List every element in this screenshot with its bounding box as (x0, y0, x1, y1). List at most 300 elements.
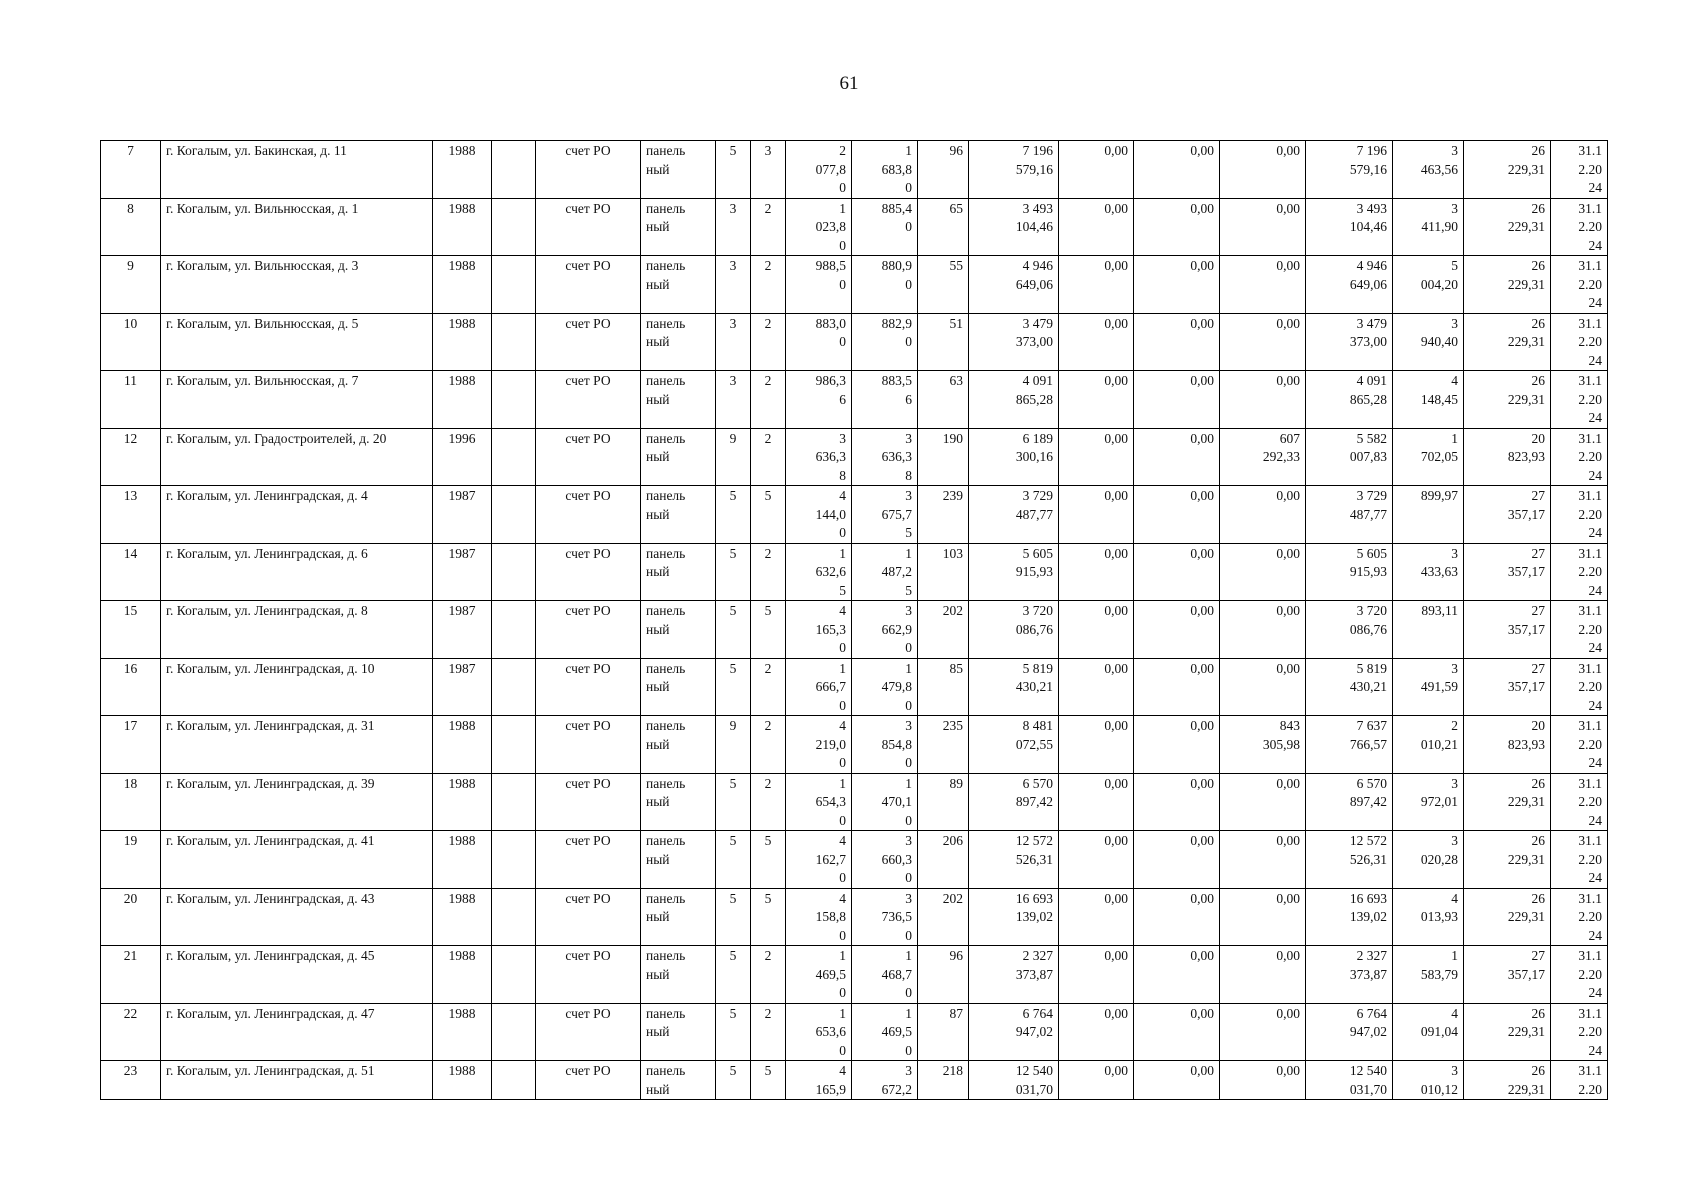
cost-cell: 0,00 (1134, 658, 1220, 716)
cell-line: ный (646, 334, 670, 349)
cell-line: 3 (905, 1063, 912, 1078)
cell-line: 3 (1451, 660, 1458, 676)
cell-line: ный (646, 161, 670, 177)
cell-line: 3 (1451, 315, 1458, 331)
cell-line: 3 (1451, 545, 1458, 561)
cell-line: 883,5 (881, 373, 912, 388)
cell-line: 26 (1531, 143, 1545, 158)
cell-line: 823,93 (1507, 449, 1545, 464)
cell-line: 0 (839, 525, 846, 540)
entrances-cell: 5 (751, 486, 786, 544)
wall-material-cell (641, 831, 716, 889)
wall-material-cell (641, 371, 716, 429)
year-cell: 1988 (433, 946, 492, 1004)
cell-line: 0 (905, 219, 912, 234)
residents-cell: 85 (918, 658, 969, 716)
year-cell: 1987 (433, 658, 492, 716)
cell-line: ный (646, 506, 670, 522)
cell-line: ный (646, 966, 670, 982)
cell-line: ный (646, 736, 670, 752)
cell-line: 463,56 (1420, 161, 1458, 177)
cell-line: ный (646, 564, 670, 579)
cost-cell: 0,00 (1134, 313, 1220, 371)
cell-line: 2.20 (1578, 276, 1602, 292)
cell-line: 468,7 (881, 966, 912, 982)
cost-cell (1306, 486, 1393, 544)
cell-line: 31.1 (1578, 890, 1602, 906)
cost-cell (1306, 543, 1393, 601)
table-row (101, 716, 1608, 774)
cell-line: 885,4 (881, 200, 912, 216)
fund-method-cell: счет РО (536, 888, 641, 946)
cell-line: 357,17 (1507, 679, 1545, 694)
cost-cell: 0,00 (1134, 486, 1220, 544)
empty-cell (492, 1061, 536, 1100)
cell-line: 2.20 (1578, 851, 1602, 867)
cell-line: 12 540 (1015, 1063, 1053, 1078)
cell-line: 27 (1531, 603, 1545, 618)
cost-cell: 0,00 (1134, 716, 1220, 774)
cell-line: 12 572 (1349, 833, 1387, 848)
cell-line: 487,77 (1015, 506, 1053, 522)
completion-date-cell (1551, 601, 1608, 659)
empty-cell (492, 371, 536, 429)
cell-line: 31.1 (1578, 200, 1602, 216)
cell-line: 5 605 (1356, 545, 1387, 561)
living-area-cell (852, 831, 918, 889)
cell-line: 077,8 (815, 161, 846, 177)
cell-line: 24 (1588, 870, 1602, 885)
total-area-cell (786, 428, 852, 486)
completion-date-cell (1551, 543, 1608, 601)
total-cost-cell (969, 888, 1059, 946)
cell-line: 632,6 (815, 564, 846, 579)
fund-method-cell: счет РО (536, 1061, 641, 1100)
year-cell: 1987 (433, 543, 492, 601)
cell-line: 2 327 (1022, 948, 1053, 963)
empty-cell (492, 486, 536, 544)
cell-line: ный (646, 1024, 670, 1039)
cell-line: 165,3 (815, 621, 846, 637)
cell-line: 0 (839, 927, 846, 943)
year-cell: 1988 (433, 888, 492, 946)
cost-cell: 0,00 (1134, 543, 1220, 601)
cell-line: 5 582 (1356, 430, 1387, 446)
table-row (101, 543, 1608, 601)
cell-line: 24 (1588, 640, 1602, 655)
cost-cell: 0,00 (1220, 486, 1306, 544)
cost-cell: 0,00 (1134, 371, 1220, 429)
total-area-cell (786, 946, 852, 1004)
cell-line: 0 (905, 870, 912, 885)
table-row (101, 313, 1608, 371)
cost-per-sqm-cell (1393, 658, 1464, 716)
cost-cell: 0,00 (1059, 371, 1134, 429)
cell-line: 8 (905, 467, 912, 483)
cell-line: 292,33 (1262, 449, 1300, 464)
wall-material-cell (641, 1003, 716, 1061)
cell-line: 3 729 (1022, 488, 1053, 503)
cell-line: 31.1 (1578, 1063, 1602, 1078)
residents-cell: 96 (918, 946, 969, 1004)
total-area-cell (786, 658, 852, 716)
cell-line: 3 (1451, 143, 1458, 158)
wall-material-cell (641, 256, 716, 314)
cost-per-sqm-cell (1393, 1003, 1464, 1061)
cell-line: 666,7 (815, 679, 846, 694)
cell-line: 31.1 (1578, 315, 1602, 331)
cost-cell (1306, 888, 1393, 946)
cost-cell: 0,00 (1220, 371, 1306, 429)
floors-cell: 5 (716, 141, 751, 199)
cell-line: 1 (839, 545, 846, 561)
cell-line: 865,28 (1015, 391, 1053, 407)
total-area-cell (786, 198, 852, 256)
cell-line: 2.20 (1578, 334, 1602, 349)
cell-line: 1 (839, 660, 846, 676)
cost-per-sqm-cell (1393, 946, 1464, 1004)
cell-line: 2.20 (1578, 564, 1602, 579)
cell-line: 823,93 (1507, 736, 1545, 752)
address-cell: г. Когалым, ул. Вильнюсская, д. 7 (161, 371, 433, 429)
cell-line: 3 729 (1356, 488, 1387, 503)
cell-line: 31.1 (1578, 775, 1602, 791)
cell-line: 4 946 (1356, 258, 1387, 273)
total-area-cell (786, 831, 852, 889)
total-cost-cell (969, 716, 1059, 774)
fund-method-cell: счет РО (536, 773, 641, 831)
cell-line: 0 (905, 334, 912, 349)
row-number-cell: 21 (101, 946, 161, 1004)
living-area-cell (852, 601, 918, 659)
cost-cell (1306, 371, 1393, 429)
cell-line: 26 (1531, 775, 1545, 791)
living-area-cell (852, 716, 918, 774)
cell-line: 373,87 (1015, 966, 1053, 982)
residents-cell: 202 (918, 888, 969, 946)
cell-line: 5 (1451, 258, 1458, 273)
residents-cell: 65 (918, 198, 969, 256)
residents-cell: 235 (918, 716, 969, 774)
cell-line: 2.20 (1578, 219, 1602, 234)
limit-cost-cell (1464, 1061, 1551, 1100)
cell-line: 373,00 (1349, 334, 1387, 349)
residents-cell: 103 (918, 543, 969, 601)
floors-cell: 3 (716, 313, 751, 371)
cell-line: 0 (839, 1042, 846, 1058)
living-area-cell (852, 946, 918, 1004)
row-number-cell: 17 (101, 716, 161, 774)
cost-per-sqm-cell (1393, 773, 1464, 831)
floors-cell: 5 (716, 1061, 751, 1100)
registry-body (101, 141, 1608, 1100)
entrances-cell: 5 (751, 601, 786, 659)
limit-cost-cell (1464, 888, 1551, 946)
cost-per-sqm-cell (1393, 371, 1464, 429)
living-area-cell (852, 198, 918, 256)
cell-line: панель (646, 660, 686, 676)
cell-line: 148,45 (1420, 391, 1458, 407)
cell-line: 31.1 (1578, 833, 1602, 848)
cell-line: 373,87 (1349, 966, 1387, 982)
cell-line: 020,28 (1420, 851, 1458, 867)
floors-cell: 5 (716, 543, 751, 601)
cell-line: 6 (839, 391, 846, 407)
living-area-cell (852, 256, 918, 314)
cell-line: панель (646, 315, 686, 331)
cell-line: 300,16 (1015, 449, 1053, 464)
cost-per-sqm-cell (1393, 141, 1464, 199)
cell-line: 947,02 (1015, 1024, 1053, 1039)
cell-line: 0 (905, 927, 912, 943)
row-number-cell: 11 (101, 371, 161, 429)
cell-line: 3 493 (1022, 200, 1053, 216)
cell-line: 607 (1279, 430, 1300, 446)
cell-line: 1 (905, 660, 912, 676)
cell-line: ный (646, 679, 670, 694)
cell-line: 5 819 (1022, 660, 1053, 676)
cell-line: 31.1 (1578, 545, 1602, 561)
cost-cell: 0,00 (1059, 428, 1134, 486)
cell-line: 3 (1451, 200, 1458, 216)
cost-cell (1306, 1061, 1393, 1100)
cost-cell (1306, 313, 1393, 371)
residents-cell: 202 (918, 601, 969, 659)
cost-cell (1306, 428, 1393, 486)
cell-line: 0 (905, 697, 912, 713)
cell-line: 2.20 (1578, 161, 1602, 177)
cost-per-sqm-cell (1393, 543, 1464, 601)
cell-line: 24 (1588, 927, 1602, 943)
cost-cell (1306, 831, 1393, 889)
cost-per-sqm-cell (1393, 428, 1464, 486)
cell-line: 26 (1531, 315, 1545, 331)
cell-line: 470,1 (881, 794, 912, 809)
cell-line: 469,5 (815, 966, 846, 982)
cell-line: 1 (1451, 948, 1458, 963)
floors-cell: 5 (716, 888, 751, 946)
wall-material-cell (641, 716, 716, 774)
cell-line: 219,0 (815, 736, 846, 752)
row-number-cell: 9 (101, 256, 161, 314)
cost-cell: 0,00 (1134, 888, 1220, 946)
cell-line: 3 (905, 890, 912, 906)
cell-line: 091,04 (1420, 1024, 1458, 1039)
completion-date-cell (1551, 716, 1608, 774)
year-cell: 1988 (433, 1061, 492, 1100)
cell-line: 0 (905, 755, 912, 770)
completion-date-cell (1551, 486, 1608, 544)
wall-material-cell (641, 313, 716, 371)
total-area-cell (786, 773, 852, 831)
cell-line: 31.1 (1578, 718, 1602, 733)
cost-cell: 0,00 (1059, 1003, 1134, 1061)
residents-cell: 55 (918, 256, 969, 314)
cell-line: панель (646, 1005, 686, 1021)
completion-date-cell (1551, 1003, 1608, 1061)
row-number-cell: 14 (101, 543, 161, 601)
floors-cell: 9 (716, 428, 751, 486)
cell-line: 072,55 (1015, 736, 1053, 752)
cell-line: 893,11 (1421, 603, 1458, 618)
cell-line: 0 (839, 640, 846, 655)
cell-line: 579,16 (1349, 161, 1387, 177)
cell-line: 915,93 (1015, 564, 1053, 579)
cell-line: 013,93 (1420, 909, 1458, 924)
cell-line: 229,31 (1507, 794, 1545, 809)
cost-per-sqm-cell (1393, 601, 1464, 659)
cell-line: ный (646, 219, 670, 234)
completion-date-cell (1551, 198, 1608, 256)
completion-date-cell (1551, 141, 1608, 199)
cell-line: 0 (839, 180, 846, 195)
cost-cell: 0,00 (1059, 313, 1134, 371)
row-number-cell: 20 (101, 888, 161, 946)
address-cell: г. Когалым, ул. Ленинградская, д. 47 (161, 1003, 433, 1061)
cell-line: панель (646, 948, 686, 963)
cell-line: 6 570 (1022, 775, 1053, 791)
fund-method-cell: счет РО (536, 198, 641, 256)
cell-line: 5 (905, 582, 912, 598)
fund-method-cell: счет РО (536, 658, 641, 716)
total-cost-cell (969, 773, 1059, 831)
cell-line: 487,2 (881, 564, 912, 579)
completion-date-cell (1551, 773, 1608, 831)
residents-cell: 190 (918, 428, 969, 486)
floors-cell: 5 (716, 831, 751, 889)
cell-line: 0 (905, 812, 912, 828)
cost-cell (1306, 601, 1393, 659)
row-number-cell: 7 (101, 141, 161, 199)
limit-cost-cell (1464, 831, 1551, 889)
completion-date-cell (1551, 1061, 1608, 1100)
cell-line: 31.1 (1578, 143, 1602, 158)
cell-line: 5 (839, 582, 846, 598)
cell-line: 0 (839, 276, 846, 292)
empty-cell (492, 601, 536, 659)
cell-line: 4 (839, 890, 846, 906)
empty-cell (492, 658, 536, 716)
cell-line: 411,90 (1421, 219, 1458, 234)
cost-cell: 0,00 (1059, 946, 1134, 1004)
entrances-cell: 2 (751, 428, 786, 486)
cell-line: 0 (839, 237, 846, 253)
cell-line: 1 (905, 143, 912, 158)
cell-line: ный (646, 1081, 670, 1097)
cell-line: 24 (1588, 410, 1602, 425)
fund-method-cell: счет РО (536, 543, 641, 601)
wall-material-cell (641, 601, 716, 659)
cost-cell: 0,00 (1220, 658, 1306, 716)
floors-cell: 3 (716, 198, 751, 256)
total-area-cell (786, 1061, 852, 1100)
empty-cell (492, 831, 536, 889)
table-row (101, 198, 1608, 256)
cell-line: панель (646, 200, 686, 216)
cell-line: 0 (839, 985, 846, 1000)
total-area-cell (786, 313, 852, 371)
table-row (101, 256, 1608, 314)
year-cell: 1988 (433, 716, 492, 774)
row-number-cell: 10 (101, 313, 161, 371)
cell-line: 6 764 (1022, 1005, 1053, 1021)
cost-cell: 0,00 (1059, 716, 1134, 774)
total-area-cell (786, 1003, 852, 1061)
cell-line: 24 (1588, 180, 1602, 195)
cell-line: 2 (839, 143, 846, 158)
cell-line: 0 (839, 870, 846, 885)
total-area-cell (786, 371, 852, 429)
cost-cell: 0,00 (1059, 543, 1134, 601)
living-area-cell (852, 1061, 918, 1100)
floors-cell: 5 (716, 1003, 751, 1061)
cost-cell: 0,00 (1059, 486, 1134, 544)
cell-line: 433,63 (1420, 564, 1458, 579)
cell-line: 26 (1531, 373, 1545, 388)
residents-cell: 63 (918, 371, 969, 429)
entrances-cell: 5 (751, 831, 786, 889)
cost-cell (1306, 256, 1393, 314)
cell-line: 654,3 (815, 794, 846, 809)
cell-line: 357,17 (1507, 621, 1545, 637)
address-cell: г. Когалым, ул. Ленинградская, д. 51 (161, 1061, 433, 1100)
residents-cell: 96 (918, 141, 969, 199)
empty-cell (492, 198, 536, 256)
year-cell: 1988 (433, 141, 492, 199)
floors-cell: 9 (716, 716, 751, 774)
empty-cell (492, 141, 536, 199)
row-number-cell: 19 (101, 831, 161, 889)
cell-line: 16 693 (1015, 890, 1053, 906)
cell-line: 636,3 (881, 449, 912, 464)
cost-cell (1306, 773, 1393, 831)
entrances-cell: 2 (751, 716, 786, 774)
living-area-cell (852, 658, 918, 716)
table-row (101, 1061, 1608, 1100)
cell-line: 162,7 (815, 851, 846, 867)
cost-per-sqm-cell (1393, 888, 1464, 946)
cost-per-sqm-cell (1393, 198, 1464, 256)
cell-line: 31.1 (1578, 258, 1602, 273)
address-cell: г. Когалым, ул. Вильнюсская, д. 5 (161, 313, 433, 371)
table-row (101, 428, 1608, 486)
cost-cell: 0,00 (1059, 601, 1134, 659)
cell-line: 229,31 (1507, 334, 1545, 349)
empty-cell (492, 888, 536, 946)
total-area-cell (786, 141, 852, 199)
cell-line: ный (646, 391, 670, 407)
cell-line: 1 (839, 775, 846, 791)
cell-line: 4 091 (1022, 373, 1053, 388)
cost-cell (1306, 658, 1393, 716)
table-row (101, 946, 1608, 1004)
entrances-cell: 2 (751, 773, 786, 831)
cell-line: 4 (839, 833, 846, 848)
total-area-cell (786, 888, 852, 946)
cell-line: 165,9 (815, 1081, 846, 1097)
cell-line: 26 (1531, 1063, 1545, 1078)
cell-line: 4 091 (1356, 373, 1387, 388)
cell-line: 0 (905, 180, 912, 195)
wall-material-cell (641, 946, 716, 1004)
total-cost-cell (969, 658, 1059, 716)
cell-line: 3 720 (1022, 603, 1053, 618)
completion-date-cell (1551, 888, 1608, 946)
year-cell: 1988 (433, 198, 492, 256)
cost-cell: 0,00 (1220, 601, 1306, 659)
cell-line: 6 764 (1356, 1005, 1387, 1021)
cell-line: 0 (839, 755, 846, 770)
